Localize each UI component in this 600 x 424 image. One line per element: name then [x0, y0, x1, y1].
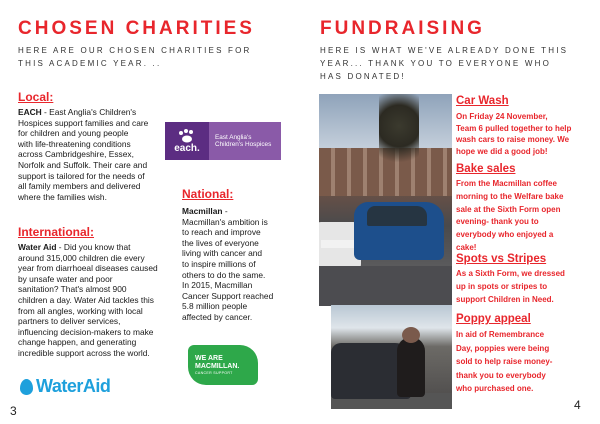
local-heading: Local:	[18, 90, 54, 104]
charities-intro-line-1: HERE ARE OUR CHOSEN CHARITIES FOR	[18, 46, 252, 55]
international-line: partners to deliver services,	[18, 316, 121, 327]
national-line: to inspire millions of	[182, 258, 256, 269]
national-description	[182, 206, 292, 323]
poppy-appeal-heading: Poppy appeal	[456, 313, 531, 325]
fundraising-intro-line-2: YEAR... THANK YOU TO EVERYONE WHO	[320, 59, 552, 68]
poppy-appeal-text: In aid of Remembrance Day, poppies were being sold to help raise money- thank you to everybody who purchased one.	[456, 330, 553, 393]
charities-intro-line-2: THIS ACADEMIC YEAR. ..	[18, 59, 162, 68]
local-line: all family members and delivered	[18, 181, 141, 192]
wateraid-name: Water Aid	[18, 242, 57, 252]
international-line: by unsafe water and poor	[18, 273, 113, 284]
macmillan-logo	[188, 345, 258, 385]
international-line: incredible support across the world.	[18, 347, 150, 358]
local-line: support is tailored for the needs of	[18, 170, 145, 181]
wateraid-logo	[20, 376, 110, 397]
page-number-right: 4	[574, 398, 581, 412]
national-line: living with cancer and	[182, 248, 263, 259]
local-line: across Cambridgeshire, Essex,	[18, 149, 134, 160]
local-line: for children and young people	[18, 128, 129, 139]
each-logo	[165, 122, 281, 160]
spots-vs-stripes-heading: Spots vs Stripes	[456, 253, 547, 265]
car-wash-text: On Friday 24 November, Team 6 pulled together to help wash cars to raise money. We hope we did a good job!	[456, 112, 572, 156]
international-line: from all angles, working with local	[18, 305, 143, 316]
local-line: Norfolk and Suffolk. Their care and	[18, 159, 148, 170]
national-line: others to do the same.	[182, 269, 266, 280]
international-line: influencing decision-makers to make	[18, 326, 154, 337]
macmillan-logo-line-2: MACMILLAN.	[195, 362, 240, 370]
international-line: year from diarrhoeal diseases caused	[18, 263, 158, 274]
paw-icon	[177, 129, 197, 143]
fundraising-intro-line-3: HAS DONATED!	[320, 72, 406, 81]
local-line: EACH - East Anglia's Children's	[18, 107, 137, 117]
international-line: change happen, and generating	[18, 337, 137, 348]
page-number-left: 3	[10, 404, 17, 418]
local-line: where the families wish.	[18, 191, 107, 202]
national-line: Cancer Support reached	[182, 290, 274, 301]
bake-sales-heading: Bake sales	[456, 163, 516, 175]
international-line: children a day. Water Aid tackles this	[18, 294, 154, 305]
car-wash-heading: Car Wash	[456, 95, 509, 107]
car-wash-photo-2	[331, 305, 452, 409]
macmillan-logo-line-3: CANCER SUPPORT	[195, 370, 233, 375]
bake-sales-text: From the Macmillan coffee morning to the Welfare bake sale at the Sixth Form open evening- thank you to everybody who enjoyed a cake!	[456, 179, 564, 252]
spots-vs-stripes-text: As a Sixth Form, we dressed up in spots or stripes to support Children in Need.	[456, 269, 565, 304]
international-line: around 315,000 children die every	[18, 252, 145, 263]
chosen-charities-title: CHOSEN CHARITIES	[18, 18, 255, 39]
each-name: EACH	[18, 107, 42, 117]
wateraid-logo-word: WaterAid	[36, 376, 111, 396]
international-description	[18, 242, 193, 359]
each-logo-tagline: East Anglia's Children's Hospices	[209, 122, 281, 160]
car-wash-photo	[319, 94, 452, 306]
local-line: Hospices support families and care	[18, 117, 149, 128]
international-line: sanitation? That's almost 900	[18, 284, 127, 295]
national-line: affected by cancer.	[182, 311, 253, 322]
national-heading: National:	[182, 187, 234, 201]
each-logo-word: each.	[174, 142, 200, 154]
local-description	[18, 107, 178, 202]
national-line: Macmillan -	[182, 206, 228, 216]
national-line: Macmillan's ambition is	[182, 216, 268, 227]
national-line: the lives of everyone	[182, 237, 259, 248]
fundraising-intro-line-1: HERE IS WHAT WE'VE ALREADY DONE THIS	[320, 46, 569, 55]
international-heading: International:	[18, 225, 95, 239]
fundraising-title: FUNDRAISING	[320, 18, 485, 39]
macmillan-logo-line-1: WE ARE	[195, 354, 223, 362]
each-logo-mark	[165, 122, 209, 160]
international-line: Water Aid - Did you know that	[18, 242, 131, 252]
local-line: with life-threatening conditions	[18, 138, 131, 149]
macmillan-name: Macmillan	[182, 206, 223, 216]
water-drop-icon	[20, 379, 33, 395]
national-line: In 2015, Macmillan	[182, 280, 253, 291]
national-line: to reach and improve	[182, 227, 261, 238]
national-line: 5.8 million people	[182, 301, 248, 312]
